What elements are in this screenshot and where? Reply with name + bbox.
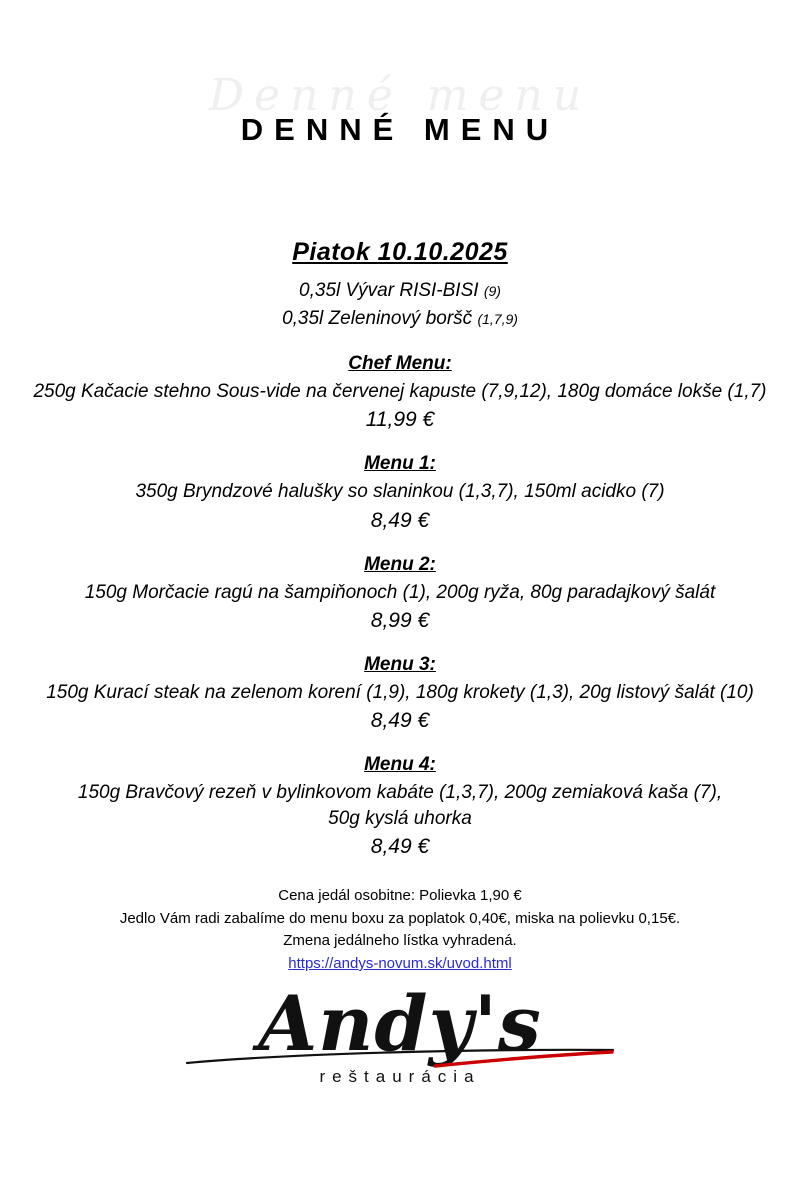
menu-section-heading: Menu 3: (364, 653, 436, 675)
logo-wordmark: Andy's (258, 978, 542, 1068)
menu-section (30, 353, 770, 432)
logo-subtitle: reštaurácia (319, 1066, 481, 1086)
soup-allergens: (9) (483, 283, 501, 299)
website-link[interactable]: https://andys-novum.sk/uvod.html (288, 954, 512, 972)
menu-section-line: 350g Bryndzové halušky so slaninkou (1,3,7), 150ml acidko (7) (135, 481, 665, 503)
page-title: DENNÉ MENU (240, 112, 560, 147)
logo-swoosh-icon (185, 1047, 615, 1069)
menu-section-price: 11,99 € (365, 408, 435, 432)
menu-content (0, 238, 800, 973)
menu-date: Piatok 10.10.2025 (292, 238, 508, 266)
menu-section-heading: Menu 2: (364, 553, 436, 575)
menu-section (30, 554, 770, 633)
header-script-text: Denné menu (208, 70, 592, 121)
menu-section-line: 150g Bravčový rezeň v bylinkovom kabáte (1,3,7), 200g zemiaková kaša (7), (77, 781, 723, 803)
soup-name: 0,35l Vývar RISI-BISI (299, 280, 479, 301)
note-menu-change: Zmena jedálneho lístka vyhradená. (283, 932, 517, 950)
menu-section-heading: Menu 1: (364, 453, 436, 475)
note-separate-price: Cena jedál osobitne: Polievka 1,90 € (278, 887, 522, 905)
menu-section-line: 150g Morčacie ragú na šampiňonoch (1), 200g ryža, 80g paradajkový šalát (84, 581, 716, 603)
footer-notes (30, 885, 770, 973)
soup-allergens: (1,7,9) (477, 310, 518, 327)
menu-section (30, 453, 770, 532)
menu-section-price: 8,99 € (370, 608, 430, 632)
menu-section-heading: Chef Menu: (348, 353, 452, 375)
soup-item (30, 277, 770, 305)
menu-section-price: 8,49 € (370, 708, 430, 732)
menu-section (30, 754, 770, 859)
menu-section-line: 150g Kurací steak na zelenom korení (1,9), 180g krokety (1,3), 20g listový šalát (10) (46, 681, 754, 703)
menu-page (0, 70, 800, 1201)
soup-item (30, 305, 770, 333)
menu-section-price: 8,49 € (370, 508, 430, 532)
menu-section-line: 250g Kačacie stehno Sous-vide na červenej kapuste (7,9,12), 180g domáce lokše (1,7) (33, 381, 767, 403)
page-header (0, 70, 800, 220)
soup-name: 0,35l Zeleninový boršč (282, 307, 473, 329)
menu-section-price: 8,49 € (370, 835, 430, 859)
menu-section-heading: Menu 4: (364, 753, 436, 775)
restaurant-logo (0, 978, 800, 1096)
menu-section-line: 50g kyslá uhorka (328, 808, 472, 830)
note-packaging-fee: Jedlo Vám radi zabalíme do menu boxu za poplatok 0,40€, miska na polievku 0,15€. (119, 909, 681, 927)
menu-section (30, 654, 770, 733)
